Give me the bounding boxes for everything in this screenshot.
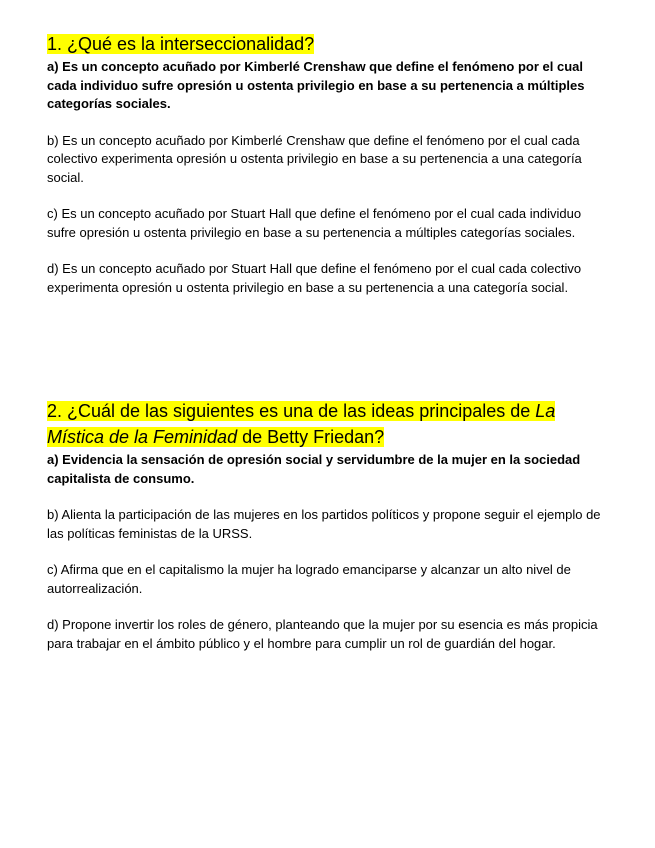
question-2-option-b: b) Alienta la participación de las mujeres en los partidos políticos y propone seguir el ejemplo de las políticas feministas de la URSS. — [47, 507, 601, 541]
question-2-title-text — [47, 401, 555, 447]
question-1 — [47, 31, 612, 297]
question-2-option-c: c) Afirma que en el capitalismo la mujer ha logrado emanciparse y alcanzar un alto nivel de autorrealización. — [47, 562, 571, 596]
question-2-title-prefix: 2. ¿Cuál de las siguientes es una de las ideas principales de — [47, 401, 536, 421]
question-1-title — [47, 31, 612, 57]
question-1-option-a: a) Es un concepto acuñado por Kimberlé Crenshaw que define el fenómeno por el cual cada individuo sufre opresión u ostenta privilegio en base a su pertenencia a múltiples categorías sociales. — [47, 59, 585, 111]
question-1-option-b: b) Es un concepto acuñado por Kimberlé Crenshaw que define el fenómeno por el cual cada colectivo experimenta opresión u ostenta privilegio en base a su pertenencia a una categoría social. — [47, 132, 582, 185]
question-2-title-book: La Mística de la Feminidad — [47, 401, 556, 447]
question-2-option-a: a) Evidencia la sensación de opresión social y servidumbre de la mujer en la sociedad capitalista de consumo. — [47, 452, 581, 486]
question-1-title-text: 1. ¿Qué es la interseccionalidad? — [47, 34, 315, 54]
question-1-option-d: d) Es un concepto acuñado por Stuart Hall que define el fenómeno por el cual cada colectivo experimenta opresión u ostenta privilegio en base a su pertenencia a una categoría social. — [47, 261, 582, 295]
question-2 — [47, 398, 612, 653]
question-2-title-suffix: de Betty Friedan? — [237, 427, 385, 447]
question-2-title — [47, 398, 612, 450]
question-1-option-c: c) Es un concepto acuñado por Stuart Hall que define el fenómeno por el cual cada individuo sufre opresión u ostenta privilegio en base a su pertenencia a múltiples categorías sociales. — [47, 206, 582, 240]
question-2-option-d: d) Propone invertir los roles de género, planteando que la mujer por su esencia es más propicia para trabajar en el ámbito público y el hombre para cumplir un rol de guardián del hogar. — [47, 617, 598, 651]
